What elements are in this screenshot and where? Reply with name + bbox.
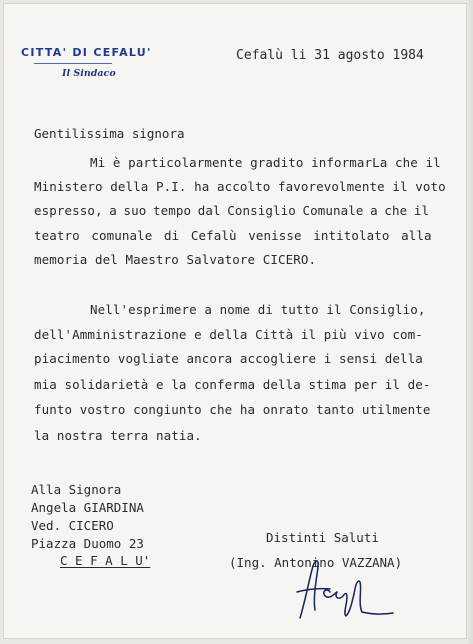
recipient-name: Angela GIARDINA [31, 500, 144, 515]
recipient-line: Ved. CICERO [31, 518, 114, 533]
paragraph1-line: espresso, a suo tempo dal Consiglio Comunale a che il [34, 203, 430, 218]
paragraph1-line: Mi è particolarmente gradito informarLa che il [90, 155, 441, 170]
paragraph2-line: dell'Amministrazione e della Città il più vivo com- [34, 327, 423, 342]
paragraph2-line: mia solidarietà e la conferma della stima per il de- [34, 377, 431, 392]
paragraph1-line: Ministero della P.I. ha accolto favorevolmente il voto [34, 179, 446, 194]
paragraph1-line: teatro comunale di Cefalù venisse intitolato alla [34, 228, 432, 243]
closing-greeting: Distinti Saluti [266, 530, 379, 545]
paragraph2-line: piacimento vogliate ancora accogliere i sensi della [34, 351, 423, 366]
signer-name: (Ing. Antonino VAZZANA) [229, 555, 403, 570]
letterhead-office: Il Sindaco [62, 68, 116, 79]
paragraph2-line: funto vostro congiunto che ha onrato tanto utilmente [34, 402, 431, 417]
letterhead-rule [34, 63, 112, 64]
recipient-line: Alla Signora [31, 482, 122, 497]
paragraph2-line: Nell'esprimere a nome di tutto il Consiglio, [90, 302, 426, 317]
salutation: Gentilissima signora [34, 126, 185, 141]
page-edge [467, 0, 473, 644]
letterhead-city: CITTA' DI CEFALU' [21, 46, 152, 59]
paragraph1-line: memoria del Maestro Salvatore CICERO. [34, 252, 317, 267]
recipient-city: C E F A L U' [60, 553, 151, 568]
letter-date: Cefalù li 31 agosto 1984 [236, 48, 424, 63]
recipient-street: Piazza Duomo 23 [31, 536, 144, 551]
handwritten-signature [296, 552, 400, 622]
paragraph2-line: la nostra terra natia. [34, 428, 202, 443]
